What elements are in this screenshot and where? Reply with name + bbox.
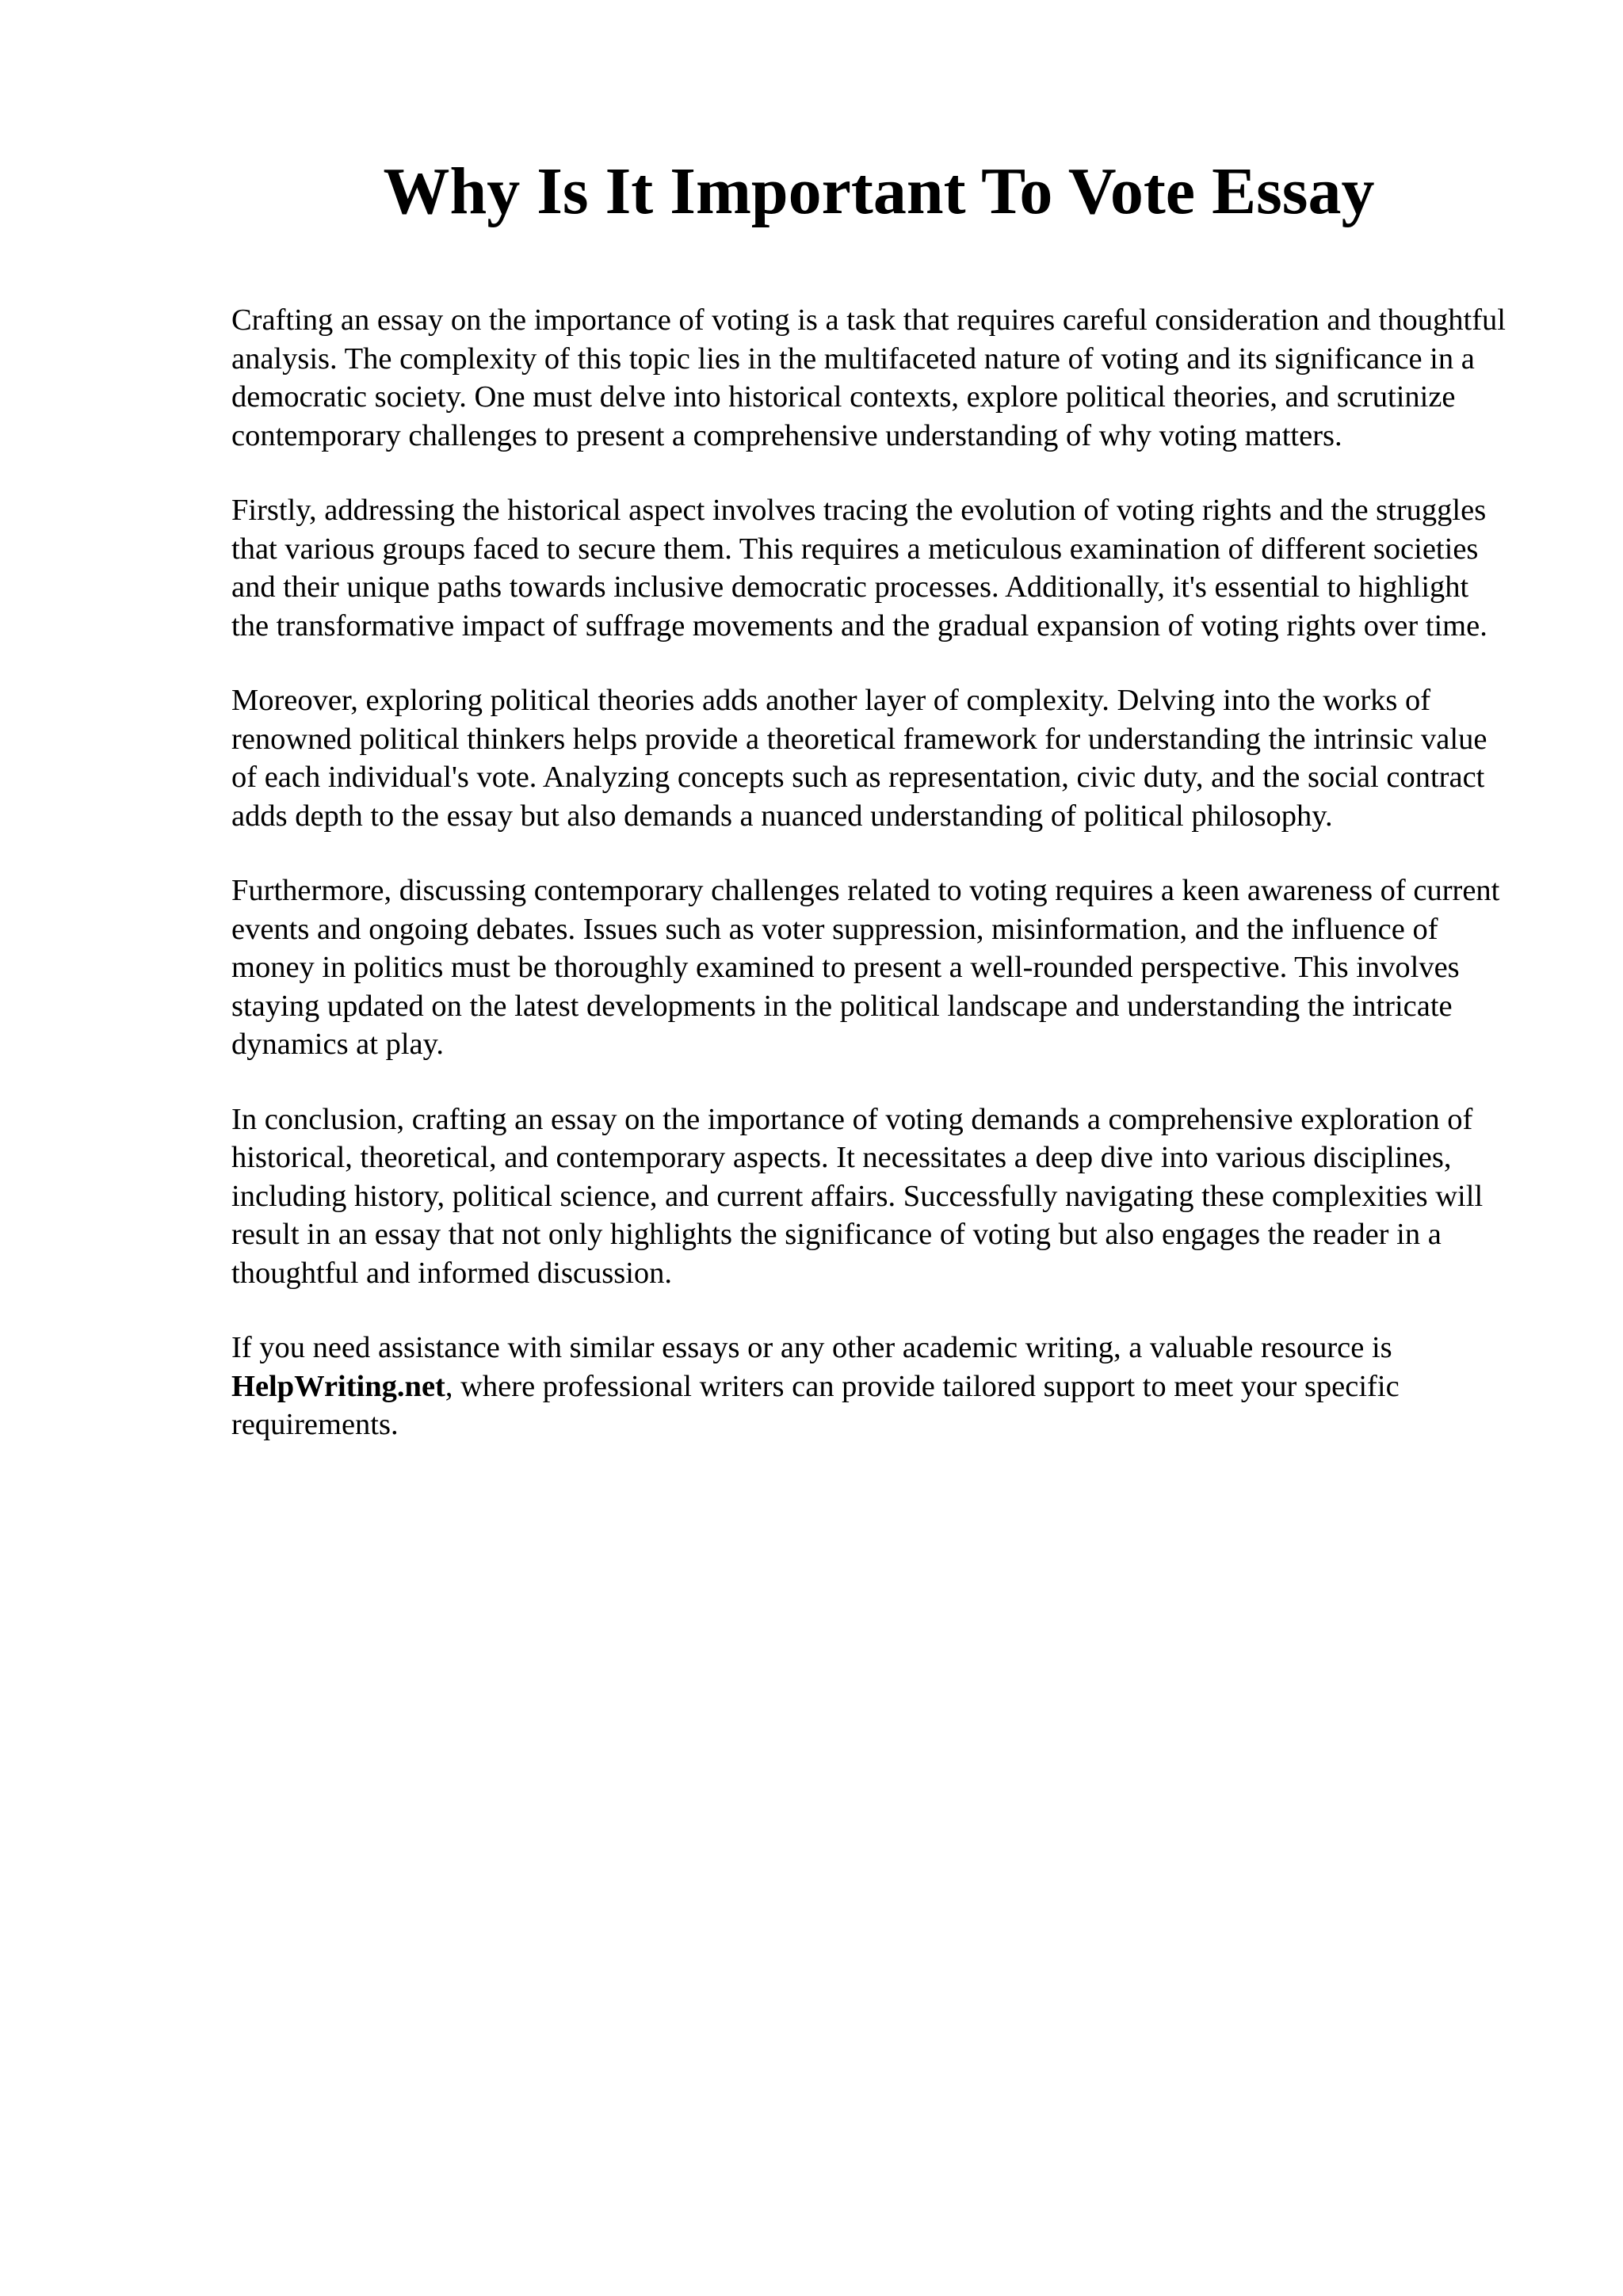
paragraph-closing: [231, 1329, 1507, 1444]
closing-text-after: , where professional writers can provide tailored support to meet your specific requirements.: [231, 1369, 1400, 1441]
helpwriting-brand-link[interactable]: HelpWriting.net: [231, 1369, 445, 1403]
paragraph-conclusion: In conclusion, crafting an essay on the importance of voting demands a comprehensive exploration of historical, theoretical, and contemporary aspects. It necessitates a deep dive into various disciplines, including history, political science, and current affairs. Successfully navigating these complexities will result in an essay that not only highlights the significance of voting but also engages the reader in a thoughtful and informed discussion.: [231, 1102, 1484, 1290]
paragraph-theories: Moreover, exploring political theories adds another layer of complexity. Delving into the works of renowned political thinkers helps provide a theoretical framework for understanding the intrinsic value of each individual's vote. Analyzing concepts such as representation, civic duty, and the social contract adds depth to the essay but also demands a nuanced understanding of political philosophy.: [231, 684, 1487, 833]
paragraph-intro: Crafting an essay on the importance of voting is a task that requires careful consideration and thoughtful analysis. The complexity of this topic lies in the multifaceted nature of voting and its significance in a democratic society. One must delve into historical contexts, explore political theories, and scrutinize contemporary challenges to present a comprehensive understanding of why voting matters.: [231, 303, 1506, 452]
closing-text-before: If you need assistance with similar essays or any other academic writing, a valuable resource is: [231, 1331, 1392, 1364]
paragraph-contemporary: Furthermore, discussing contemporary challenges related to voting requires a keen awareness of current events and ongoing debates. Issues such as voter suppression, misinformation, and the influence of money in politics must be thoroughly examined to present a well-rounded perspective. This involves staying updated on the latest developments in the political landscape and understanding the intricate dynamics at play.: [231, 874, 1500, 1061]
document-body: [231, 301, 1507, 1481]
paragraph-historical: Firstly, addressing the historical aspect involves tracing the evolution of voting rights and the struggles that various groups faced to secure them. This requires a meticulous examination of different societies and their unique paths towards inclusive democratic processes. Additionally, it's essential to highlight the transformative impact of suffrage movements and the gradual expansion of voting rights over time.: [231, 494, 1487, 643]
document-title: Why Is It Important To Vote Essay: [383, 154, 1375, 228]
